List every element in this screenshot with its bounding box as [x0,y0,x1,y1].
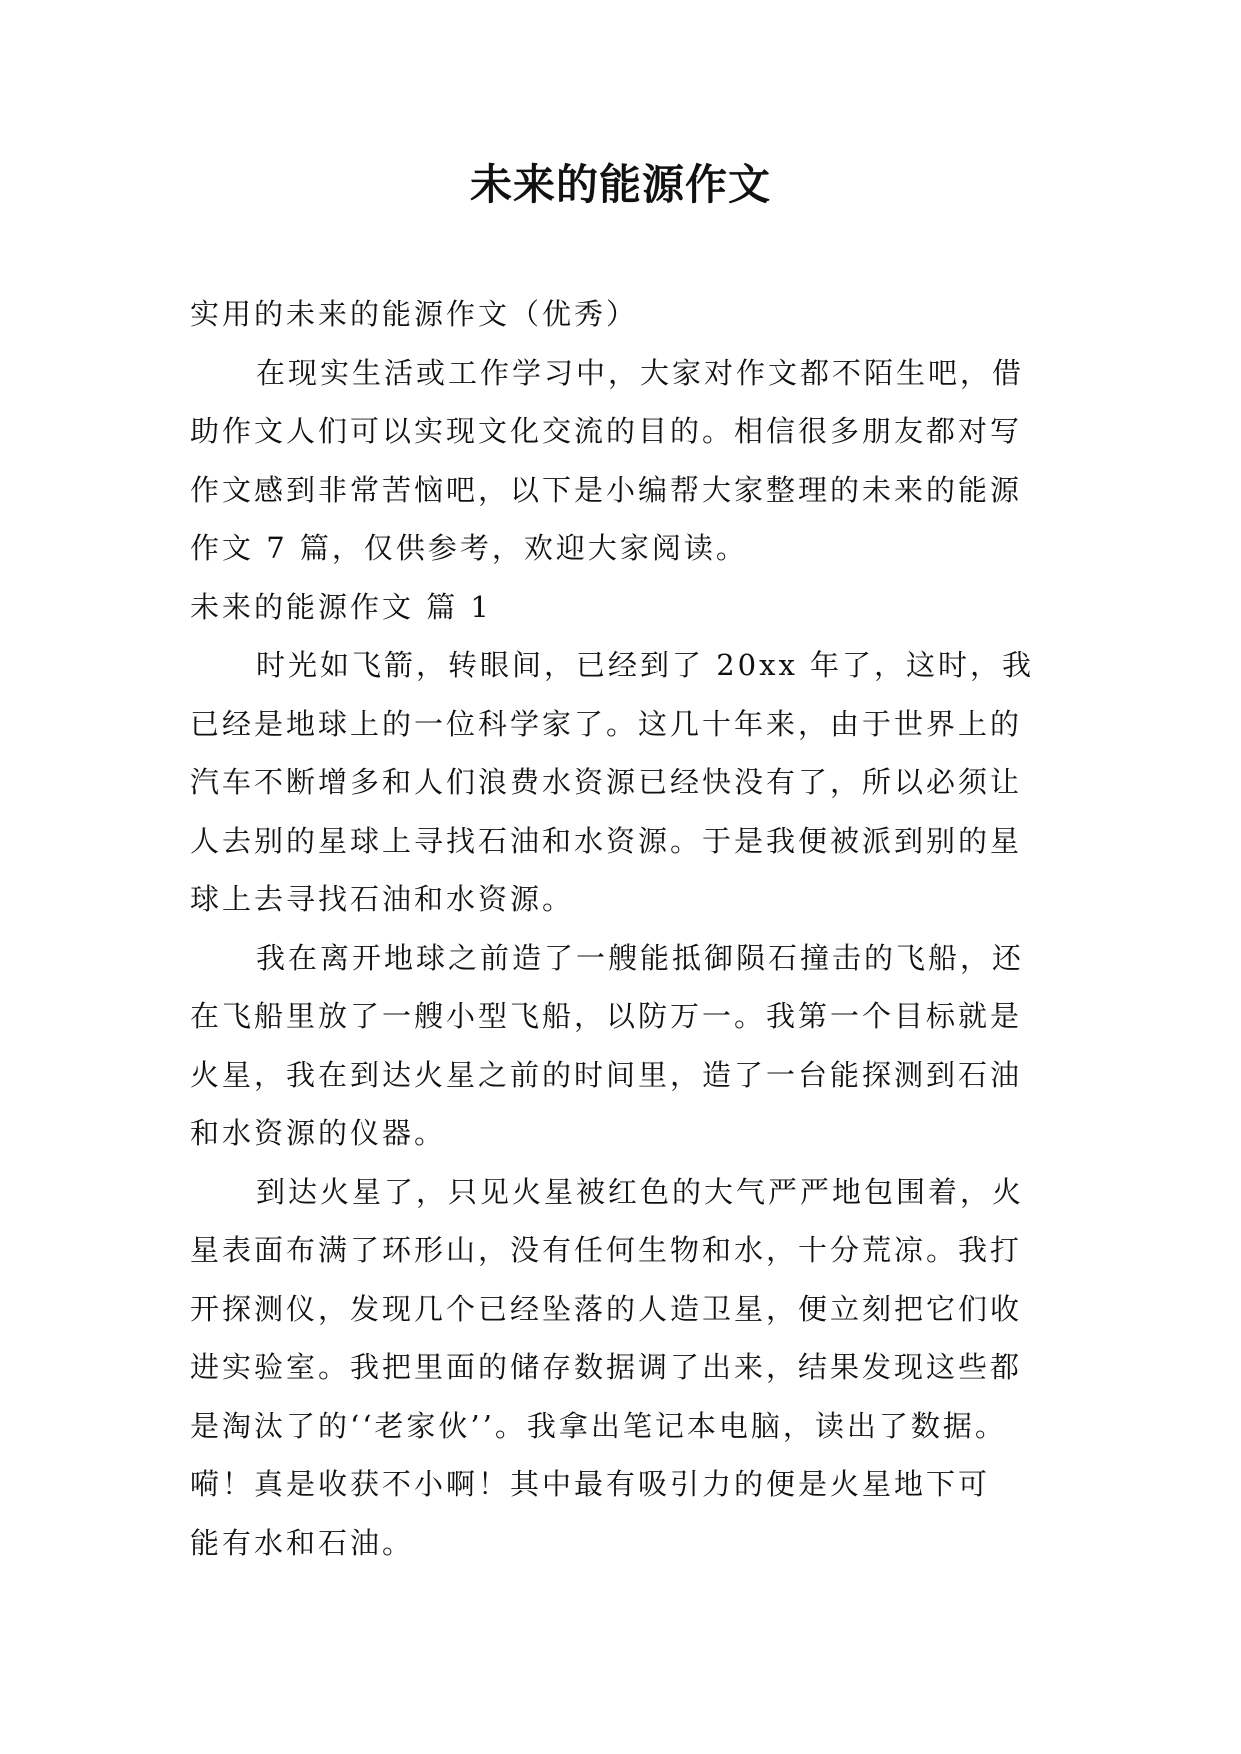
text-line: 助作文人们可以实现文化交流的目的。相信很多朋友都对写 [190,414,1023,448]
text-line: 在现实生活或工作学习中，大家对作文都不陌生吧，借 [256,355,1025,390]
text-line: 未来的能源作文 篇 1 [190,589,492,624]
document-body [190,285,1060,1572]
document-title: 未来的能源作文 [469,160,771,209]
text-line: 开探测仪，发现几个已经坠落的人造卫星，便立刻把它们收 [190,1291,1023,1326]
text-line: 已经是地球上的一位科学家了。这几十年来，由于世界上的 [190,706,1023,741]
text-line: 能有水和石油。 [190,1525,415,1560]
text-line: 实用的未来的能源作文（优秀） [190,297,639,331]
text-line: 火星，我在到达火星之前的时间里，造了一台能探测到石油 [190,1057,1023,1092]
text-line: 我在离开地球之前造了一艘能抵御陨石撞击的飞船，还 [256,940,1025,975]
text-line: 是淘汰了的‘‘老家伙’’。我拿出笔记本电脑，读出了数据。 [190,1408,1007,1443]
text-line: 嗬！真是收获不小啊！其中最有吸引力的便是火星地下可 [190,1467,991,1501]
text-line: 在飞船里放了一艘小型飞船，以防万一。我第一个目标就是 [190,999,1023,1033]
text-line: 球上去寻找石油和水资源。 [190,882,575,916]
text-line: 人去别的星球上寻找石油和水资源。于是我便被派到别的星 [190,823,1023,858]
text-line: 到达火星了，只见火星被红色的大气严严地包围着，火 [256,1174,1025,1209]
text-line: 作文 7 篇，仅供参考，欢迎大家阅读。 [190,531,748,565]
text-line: 和水资源的仪器。 [190,1116,447,1150]
text-line: 作文感到非常苦恼吧，以下是小编帮大家整理的未来的能源 [190,472,1023,507]
text-line: 星表面布满了环形山，没有任何生物和水，十分荒凉。我打 [190,1233,1023,1267]
text-line: 进实验室。我把里面的储存数据调了出来，结果发现这些都 [190,1350,1023,1384]
text-line: 汽车不断增多和人们浪费水资源已经快没有了，所以必须让 [190,765,1023,799]
text-line: 时光如飞箭，转眼间，已经到了 20xx 年了，这时，我 [256,648,1035,682]
